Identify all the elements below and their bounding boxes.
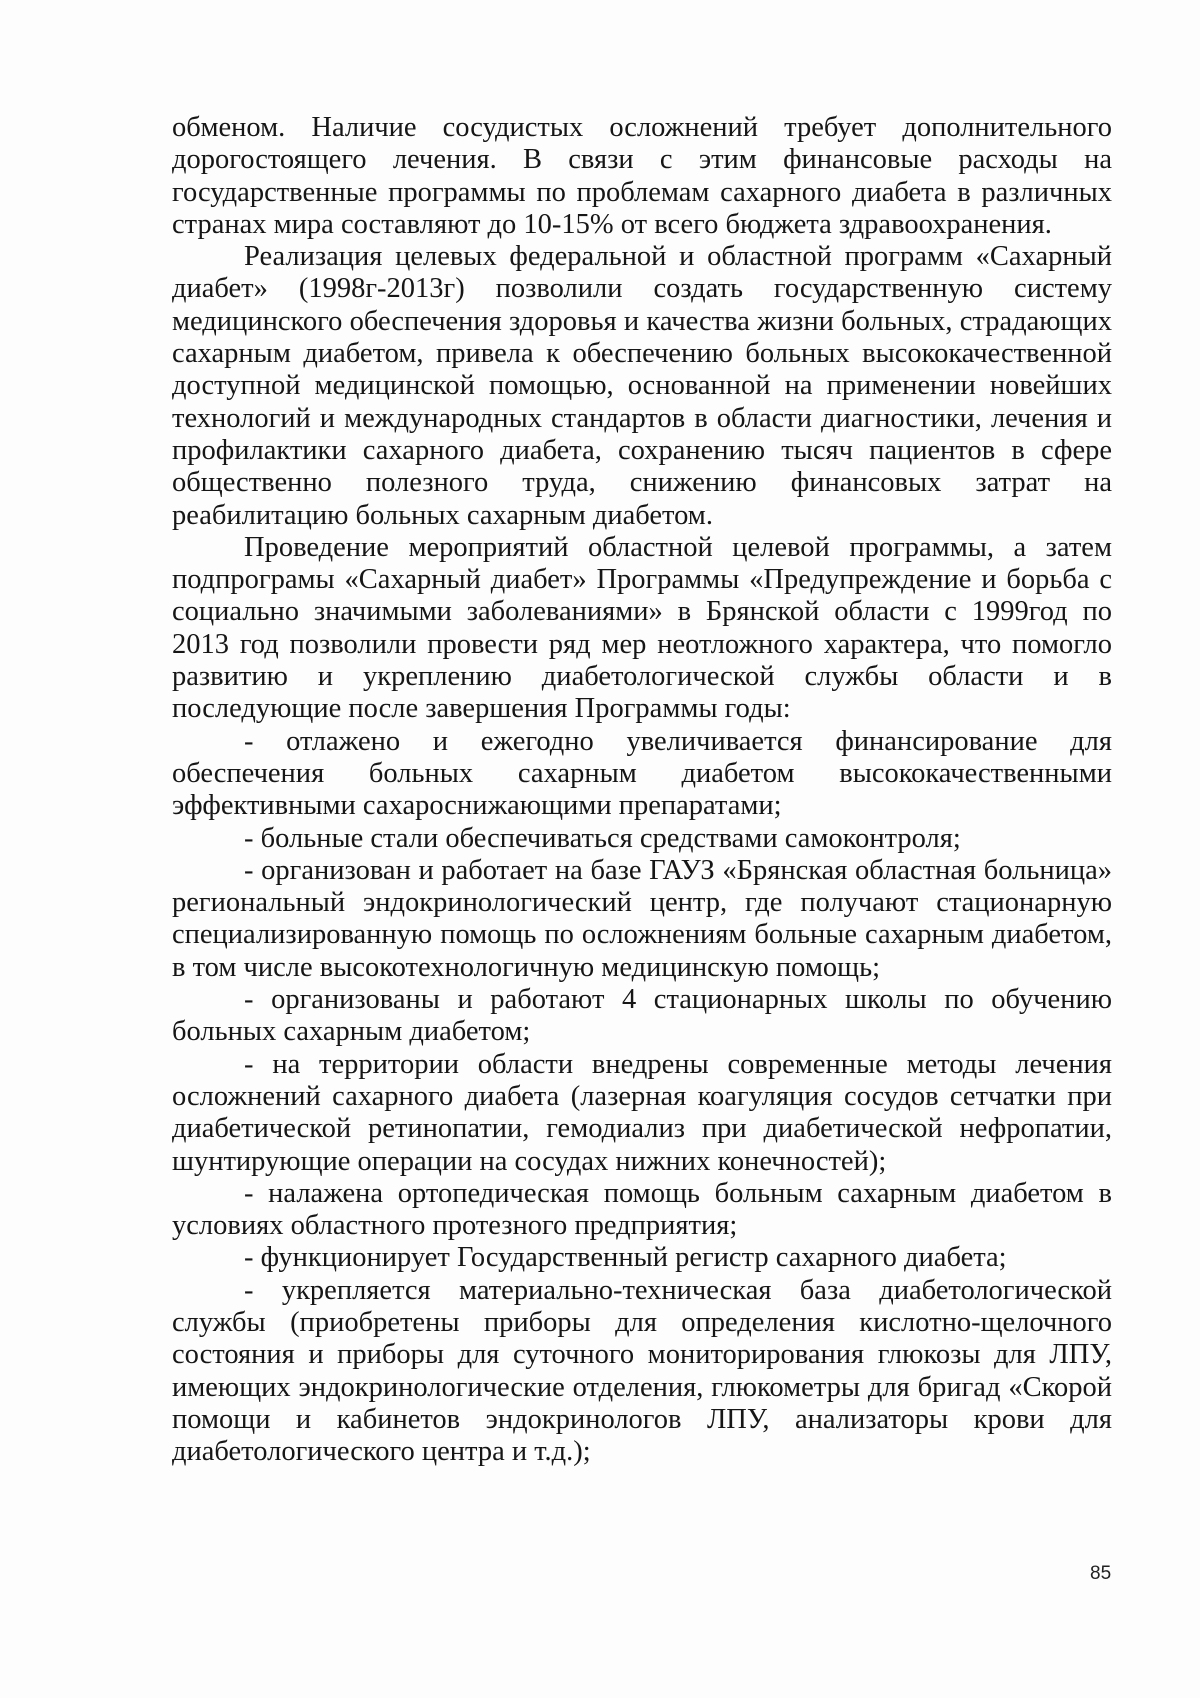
list-item-financing: - отлажено и ежегодно увеличивается финансирование для обеспечения больных сахарным диабетом высококачественными эффективными сахароснижающими препаратами; [172, 725, 1112, 822]
paragraph-2: Реализация целевых федеральной и областной программ «Сахарный диабет» (1998г-2013г) позволили создать государственную систему медицинского обеспечения здоровья и качества жизни больных, страдающих сахарным диабетом, привела к обеспечению больных высококачественной доступной медицинской помощью, основанной на применении новейших технологий и международных стандартов в области диагностики, лечения и профилактики сахарного диабета, сохранению тысяч пациентов в сфере общественно полезного труда, снижению финансовых затрат на реабилитацию больных сахарным диабетом. [172, 241, 1112, 531]
paragraph-1: обменом. Наличие сосудистых осложнений требует дополнительного дорогостоящего лечения. В связи с этим финансовые расходы на государственные программы по проблемам сахарного диабета в различных странах мира составляют до 10-15% от всего бюджета здравоохранения. [172, 112, 1112, 240]
list-item-schools: - организованы и работают 4 стационарных школы по обучению больных сахарным диабетом; [172, 984, 1112, 1048]
page-number: 85 [1090, 1563, 1112, 1584]
list-item-orthopedic-help: - налажена ортопедическая помощь больным сахарным диабетом в условиях областного протезного предприятия; [172, 1177, 1112, 1242]
list-item-equipment: - укрепляется материально-техническая база диабетологической службы (приобретены приборы для определения кислотно-щелочного состояния и приборы для суточного мониторирования глюкозы для ЛПУ, имеющих эндокринологические отделения, глюкометры для бригад «Скорой помощи и кабинетов эндокринологов ЛПУ, анализаторы крови для диабетологического центра и т.д.); [172, 1274, 1112, 1468]
list-item-treatment-methods: - на территории области внедрены современные методы лечения осложнений сахарного диабета (лазерная коагуляция сосудов сетчатки при диабетической ретинопатии, гемодиализ при диабетической нефропатии, шунтирующие операции на сосудах нижних конечностей); [172, 1048, 1112, 1177]
paragraph-3: Проведение мероприятий областной целевой программы, а затем подпрограмы «Сахарный диабет» Программы «Предупреждение и борьба с социально значимыми заболеваниями» в Брянской области с 1999год по 2013 год позволили провести ряд мер неотложного характера, что помогло развитию и укреплению диабетологической службы области и в последующие после завершения Программы годы: [172, 531, 1112, 725]
list-item-state-register: - функционирует Государственный регистр сахарного диабета; [244, 1242, 1007, 1274]
body-text [172, 112, 1112, 1468]
list-item-self-control: - больные стали обеспечиваться средствами самоконтроля; [244, 822, 961, 854]
list-item-endocrinology-center: - организован и работает на базе ГАУЗ «Брянская областная больница» региональный эндокринологический центр, где получают стационарную специализированную помощь по осложнениям больные сахарным диабетом, в том числе высокотехнологичную медицинскую помощь; [172, 854, 1112, 983]
